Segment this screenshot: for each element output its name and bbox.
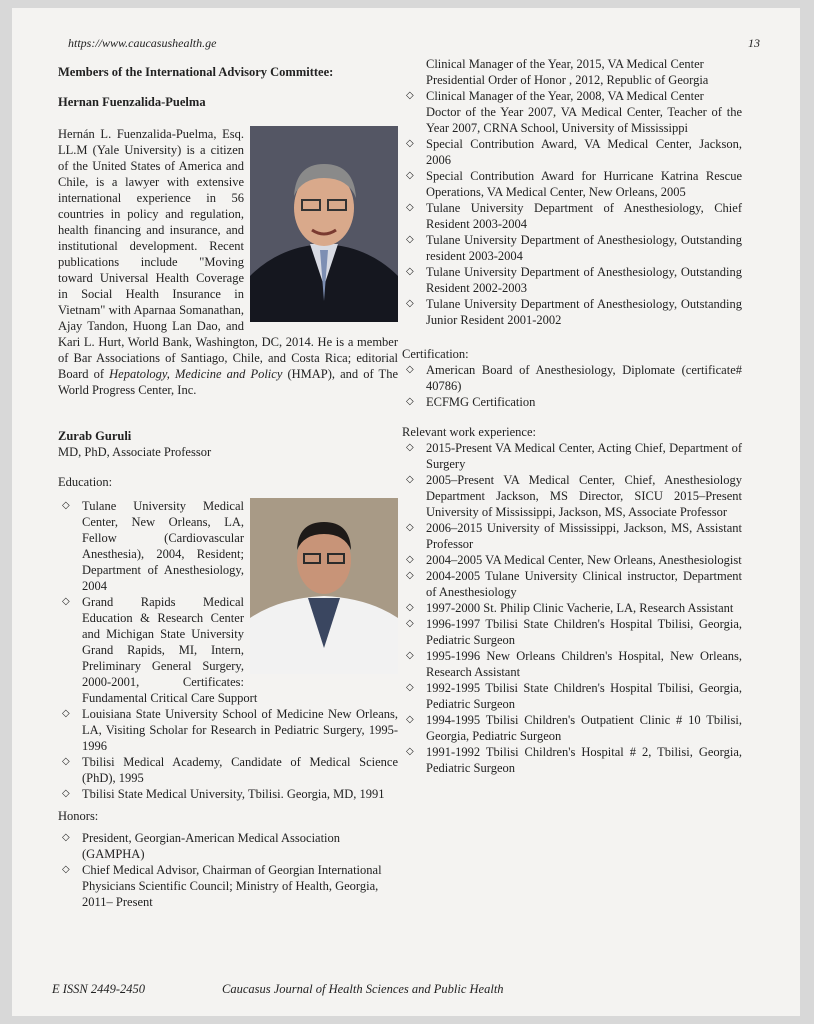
list-item: ◇ Tulane University Department of Anesthesiology, Chief Resident 2003-2004 [402, 200, 742, 232]
list-item: ◇ Tulane University Department of Anesthesiology, Outstanding Junior Resident 2001-2002 [402, 296, 742, 328]
list-item: ◇ Louisiana State University School of Medicine New Orleans, LA, Visiting Scholar for Research in Pediatric Surgery, 1995-1996 [58, 706, 398, 754]
person1-name: Hernan Fuenzalida-Puelma [58, 95, 206, 109]
honors-label: Honors: [58, 809, 99, 823]
list-item: ◇ 1992-1995 Tbilisi State Children's Hospital Tbilisi, Georgia, Pediatric Surgeon [402, 680, 742, 712]
list-item: ◇ Tbilisi Medical Academy, Candidate of Medical Science (PhD), 1995 [58, 754, 398, 786]
list-item: ◇ Special Contribution Award for Hurricane Katrina Rescue Operations, VA Medical Center, New Orleans, 2005 [402, 168, 742, 200]
list-item: ◇ 1994-1995 Tbilisi Children's Outpatient Clinic # 10 Tbilisi, Georgia, Pediatric Surgeon [402, 712, 742, 744]
page-number: 13 [748, 36, 760, 50]
list-item: ◇ 2004–2005 VA Medical Center, New Orleans, Anesthesiologist [402, 552, 742, 568]
committee-heading: Members of the International Advisory Committee: [58, 65, 334, 79]
list-item: ◇ ECFMG Certification [402, 394, 742, 410]
list-item: ◇ Chief Medical Advisor, Chairman of Georgian International Physicians Scientific Council; Ministry of Health, Georgia, 2011– Present [58, 862, 398, 910]
footer-journal: Caucasus Journal of Health Sciences and Public Health [222, 982, 504, 996]
left-column [58, 56, 398, 910]
list-item: Clinical Manager of the Year, 2015, VA Medical Center [426, 57, 704, 71]
list-item: ◇ Clinical Manager of the Year, 2008, VA Medical Center [402, 88, 742, 104]
list-item: ◇ 2004-2005 Tulane University Clinical instructor, Department of Anesthesiology [402, 568, 742, 600]
right-column [402, 56, 742, 776]
certification-label: Certification: [402, 347, 469, 361]
certification-list [402, 362, 742, 410]
education-label: Education: [58, 475, 113, 489]
list-item: ◇ 1996-1997 Tbilisi State Children's Hospital Tbilisi, Georgia, Pediatric Surgeon [402, 616, 742, 648]
person1-bio-tail: (HMAP), and of The World Progress Center, Inc. [58, 367, 398, 397]
work-list [402, 440, 742, 776]
honors-continued-list [402, 88, 742, 104]
header-url: https://www.caucasushealth.ge [68, 36, 217, 50]
honors-list [58, 830, 398, 910]
list-item: ◇ Special Contribution Award, VA Medical Center, Jackson, 2006 [402, 136, 742, 168]
person1-photo [250, 126, 398, 322]
honors-continued-top [402, 56, 742, 88]
list-item: ◇ American Board of Anesthesiology, Diplomate (certificate# 40786) [402, 362, 742, 394]
person2-title: MD, PhD, Associate Professor [58, 445, 212, 459]
person1-bio [58, 126, 398, 398]
list-item: ◇ Tulane University Department of Anesthesiology, Outstanding resident 2003-2004 [402, 232, 742, 264]
person2-name: Zurab Guruli [58, 429, 132, 443]
person1-bio-text: Hernán L. Fuenzalida-Puelma, Esq. LL.M (Yale University) is a citizen of the United States of America and Chile, is a lawyer with extensive international experience in 56 countries in policy and regulation, health financing and insurance, and institutional development. Recent publications include "Moving toward Universal Health Coverage in Social Health Insurance in Vietnam" with Aparnaa Somanathan, Ajay Tandon, Huong Lan Dao, and Kari L. Hurt, World Bank, Washington, DC, 2014. He is a member of Bar Associations of Santiago, Chile, and Costa Rica; editorial Board of [58, 127, 398, 381]
list-item: ◇ Tulane University Medical Center, New Orleans, LA, Fellow (Cardiovascular Anesthesia), 2004, Resident; Department of Anesthesiology, 2004 [58, 498, 398, 594]
list-item: ◇ 2006–2015 University of Mississippi, Jackson, MS, Assistant Professor [402, 520, 742, 552]
list-item: ◇ Grand Rapids Medical Education & Research Center and Michigan State University Grand Rapids, MI, Intern, Preliminary General Surgery, 2000-2001, Certificates: Fundamental Critical Care Support [58, 594, 398, 706]
work-label: Relevant work experience: [402, 425, 536, 439]
list-item: ◇ President, Georgian-American Medical Association (GAMPHA) [58, 830, 398, 862]
honors-continued-list-2 [402, 136, 742, 328]
education-list [58, 498, 398, 802]
list-item: ◇ Tulane University Department of Anesthesiology, Outstanding Resident 2002-2003 [402, 264, 742, 296]
list-item: ◇ 1995-1996 New Orleans Children's Hospital, New Orleans, Research Assistant [402, 648, 742, 680]
list-item: Presidential Order of Honor , 2012, Republic of Georgia [426, 73, 709, 87]
list-item: ◇ 2005–Present VA Medical Center, Chief, Anesthesiology Department Jackson, MS Director, SICU 2015–Present University of Mississippi, Jackson, MS, Associate Professor [402, 472, 742, 520]
list-item: ◇ 1997-2000 St. Philip Clinic Vacherie, LA, Research Assistant [402, 600, 742, 616]
list-item: Doctor of the Year 2007, VA Medical Center, Teacher of the Year 2007, CRNA School, University of Mississippi [426, 105, 742, 135]
list-item: ◇ 1991-1992 Tbilisi Children's Hospital # 2, Tbilisi, Georgia, Pediatric Surgeon [402, 744, 742, 776]
education-section [58, 498, 398, 802]
list-item: ◇ Tbilisi State Medical University, Tbilisi. Georgia, MD, 1991 [58, 786, 398, 802]
person1-bio-journal: Hepatology, Medicine and Policy [109, 367, 283, 381]
list-item: ◇ 2015-Present VA Medical Center, Acting Chief, Department of Surgery [402, 440, 742, 472]
honors-doctor-item [402, 104, 742, 136]
footer-issn: E ISSN 2449-2450 [52, 982, 146, 996]
